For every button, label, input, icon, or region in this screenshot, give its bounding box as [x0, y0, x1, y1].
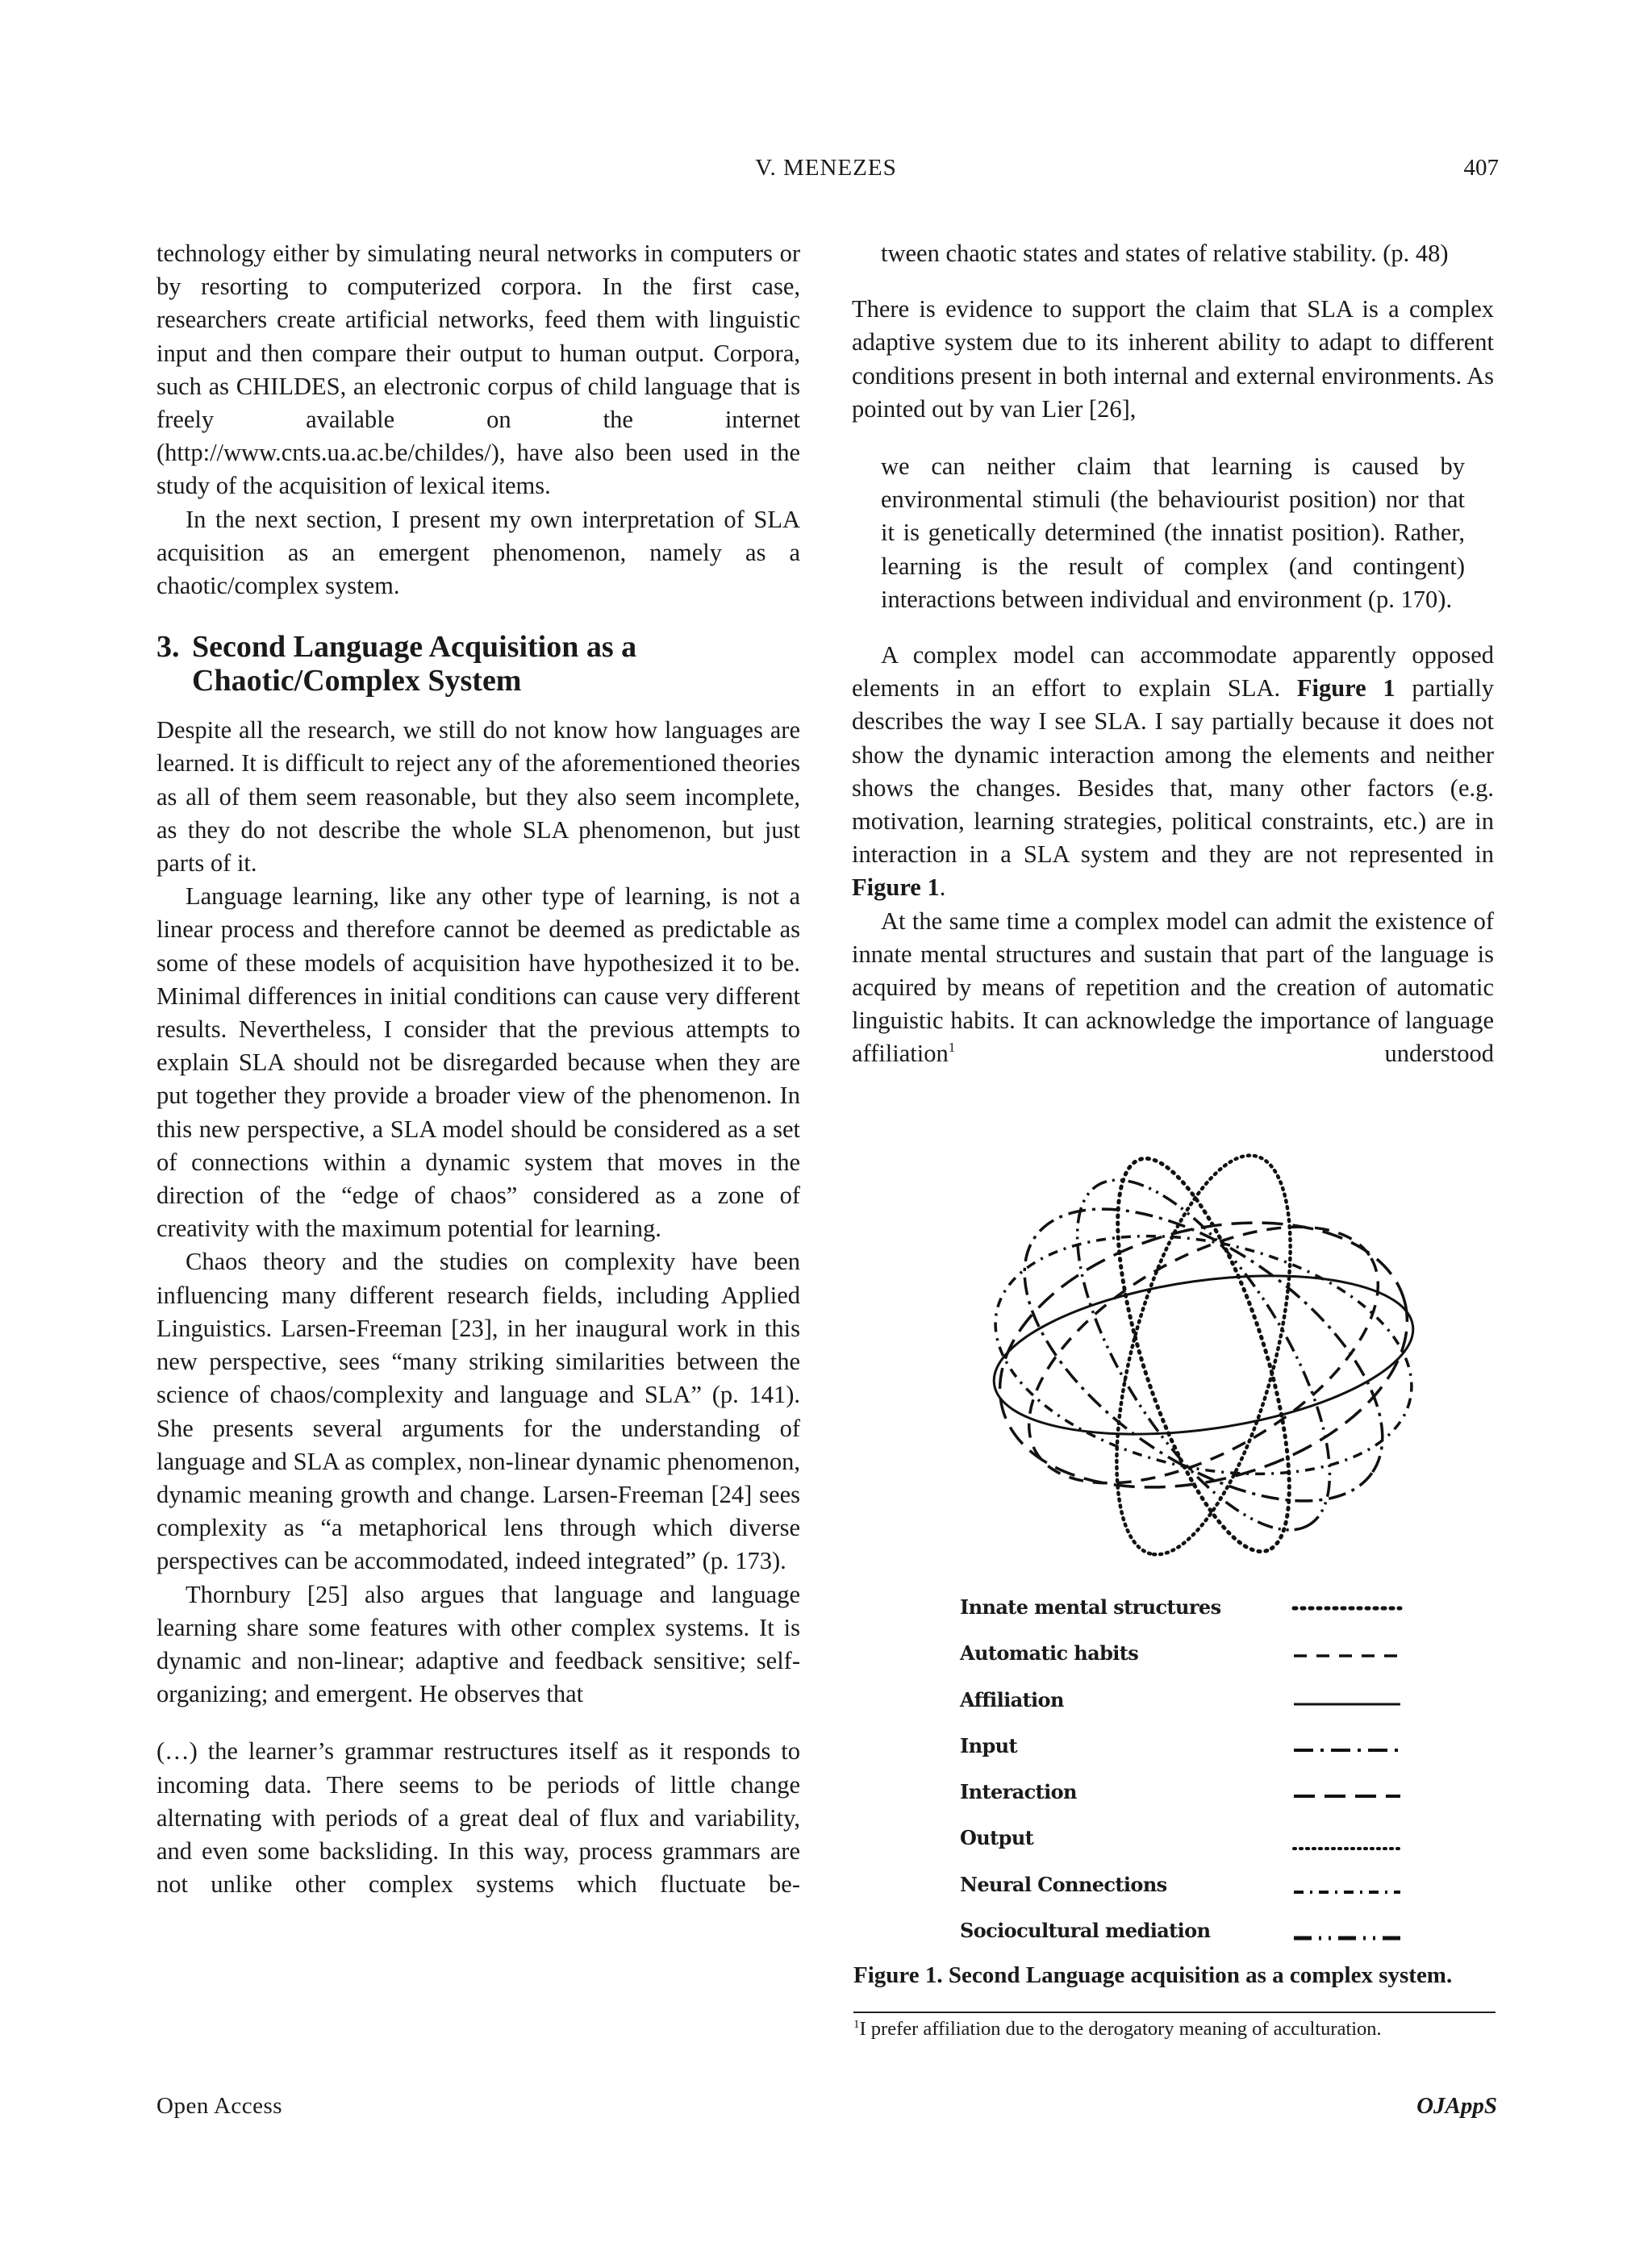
figure-reference[interactable]: Figure 1 [852, 873, 940, 902]
section-title-line2: Chaotic/Complex System [192, 664, 522, 698]
footer-journal-name: OJAppS [1416, 2093, 1497, 2119]
legend-line-dotted-fine [1291, 1821, 1404, 1853]
figure-reference[interactable]: Figure 1 [1296, 674, 1395, 703]
legend-item [960, 1914, 1412, 1960]
legend-item [960, 1868, 1412, 1914]
footnote-text: I prefer affiliation due to the derogatory meaning of acculturation. [859, 2018, 1382, 2041]
legend-label: Automatic habits [960, 1641, 1139, 1666]
legend-item [960, 1636, 1412, 1682]
block-quote-continued: tween chaotic states and states of relative stability. (p. 48) [881, 240, 1449, 267]
section-heading [156, 630, 800, 698]
paragraph: Despite all the research, we still do not know how languages are learned. It is difficult to reject any of the aforementioned theories as all of them seem reasonable, but they also seem incomplete, as they do not describe the whole SLA phenomenon, but just parts of it. [156, 716, 800, 878]
orbit-affiliation [984, 1252, 1424, 1457]
legend-line-long-dash [1291, 1775, 1404, 1807]
legend-item [960, 1683, 1412, 1729]
running-head-author: V. MENEZES [755, 155, 897, 181]
footnote-number: 1 [853, 2018, 860, 2031]
footnote [853, 2018, 1499, 2041]
block-quote: we can neither claim that learning is caused by environmental stimuli (the behaviourist position) nor that it is genetically determined (the innatist position). Rather, learning is the result of complex (and contingent) interactions between individual and environment (p. 170). [881, 452, 1465, 613]
text-run: partially describes the way I see SLA. I say partially because it does not show the dynamic interaction among the elements and neither shows the changes. Besides that, many other factors (e.g. motivation, learning strategies, political constraints, etc.) are in interaction in a SLA system and they are not represented in [852, 674, 1495, 869]
text-run: understood [1384, 1040, 1494, 1068]
legend-item [960, 1775, 1412, 1821]
legend-label: Input [960, 1733, 1017, 1757]
running-head [153, 155, 1499, 190]
legend-label: Interaction [960, 1780, 1077, 1804]
figure-legend [960, 1591, 1412, 1960]
legend-label: Output [960, 1826, 1034, 1850]
paragraph: Language learning, like any other type of learning, is not a linear process and therefore cannot be deemed as predictable as some of these models of acquisition have hypothesized it to be. Minimal differences in initial conditions can cause very different results. Nevertheless, I consider that the previous attempts to explain SLA should not be disregarded because when they are put together they provide a broader view of the phenomenon. In this new perspective, a SLA model should be considered as a set of connections within a dynamic system that moves in the direction of the “edge of chaos” considered as a zone of creativity with the maximum potential for learning. [156, 882, 800, 1243]
complex-system-diagram [962, 1139, 1446, 1574]
legend-line-dash-dot-dot [1291, 1914, 1404, 1946]
legend-line-dashed [1291, 1636, 1404, 1669]
paragraph: Chaos theory and the studies on complexity have been influencing many different research fields, including Applied Linguistics. Larsen-Freeman [23], in her inaugural work in this new perspective, sees “many striking similarities between the science of chaos/complexity and language and SLA” (p. 141). She presents several arguments for the understanding of language and SLA as complex, non-linear dynamic phenomenon, dynamic meaning growth and change. Larsen-Freeman [24] sees complexity as “a metaphorical lens through which diverse perspectives can be accommodated, indeed integrated” (p. 173). [156, 1248, 800, 1575]
footnote-rule [853, 2012, 1496, 2013]
legend-item [960, 1591, 1412, 1636]
figure-caption: Figure 1. Second Language acquisition as a complex system. [853, 1962, 1453, 1988]
legend-line-dash-dot [1291, 1729, 1404, 1761]
legend-line-solid [1291, 1683, 1404, 1716]
paragraph: In the next section, I present my own interpretation of SLA acquisition as an emergent phenomenon, namely as a chaotic/complex system. [156, 505, 800, 600]
page-number: 407 [1463, 155, 1499, 181]
left-column [156, 237, 800, 1901]
paragraph: There is evidence to support the claim that SLA is a complex adaptive system due to its inherent ability to adapt to different conditions present in both internal and external environments. As pointed out by van Lier [26], [852, 295, 1494, 423]
legend-line-dash-dot-short [1291, 1868, 1404, 1900]
legend-line-dotted [1291, 1591, 1404, 1623]
text-run: At the same time a complex model can admit the existence of innate mental structures and sustain that part of the language is acquired by means of repetition and the creation of automatic linguistic habits. It can acknowledge the importance of language affiliation [852, 907, 1494, 1068]
section-number: 3. [156, 630, 180, 665]
legend-item [960, 1821, 1412, 1867]
paragraph: Thornbury [25] also argues that language and language learning share some features with other complex systems. It is dynamic and non-linear; adaptive and feedback sensitive; self-organizing; and emergent. He observes that [156, 1580, 800, 1708]
text-run: A complex model can accommodate apparently opposed elements in an effort to explain SLA. [852, 641, 1494, 703]
paragraph [852, 905, 1494, 1071]
text-run: . [939, 873, 946, 902]
legend-label: Sociocultural mediation [960, 1919, 1211, 1943]
legend-label: Neural Connections [960, 1872, 1167, 1896]
right-column [852, 237, 1494, 1071]
paragraph [852, 639, 1494, 905]
footer-open-access: Open Access [156, 2093, 283, 2119]
legend-item [960, 1729, 1412, 1775]
block-quote: (…) the learner’s grammar restructures itself as it responds to incoming data. There seems to be periods of little change alternating with periods of a great deal of flux and variability, and even some backsliding. In this way, process grammars are not unlike other complex systems which fluctuate be- [156, 1737, 800, 1899]
figure-1 [852, 1139, 1497, 1986]
paragraph: technology either by simulating neural networks in computers or by resorting to computerized corpora. In the first case, researchers create artificial networks, feed them with linguistic input and then compare their output to human output. Corpora, such as CHILDES, an electronic corpus of child language that is freely available on the internet (http://www.cnts.ua.ac.be/childes/), have also been used in the study of the acquisition of lexical items. [156, 240, 800, 500]
legend-label: Innate mental structures [960, 1595, 1221, 1619]
legend-label: Affiliation [960, 1687, 1064, 1711]
orbit-sociocultural-mediation [1029, 1143, 1378, 1568]
section-title-line1: Second Language Acquisition as a [192, 630, 637, 665]
footnote-marker[interactable]: 1 [948, 1040, 956, 1056]
